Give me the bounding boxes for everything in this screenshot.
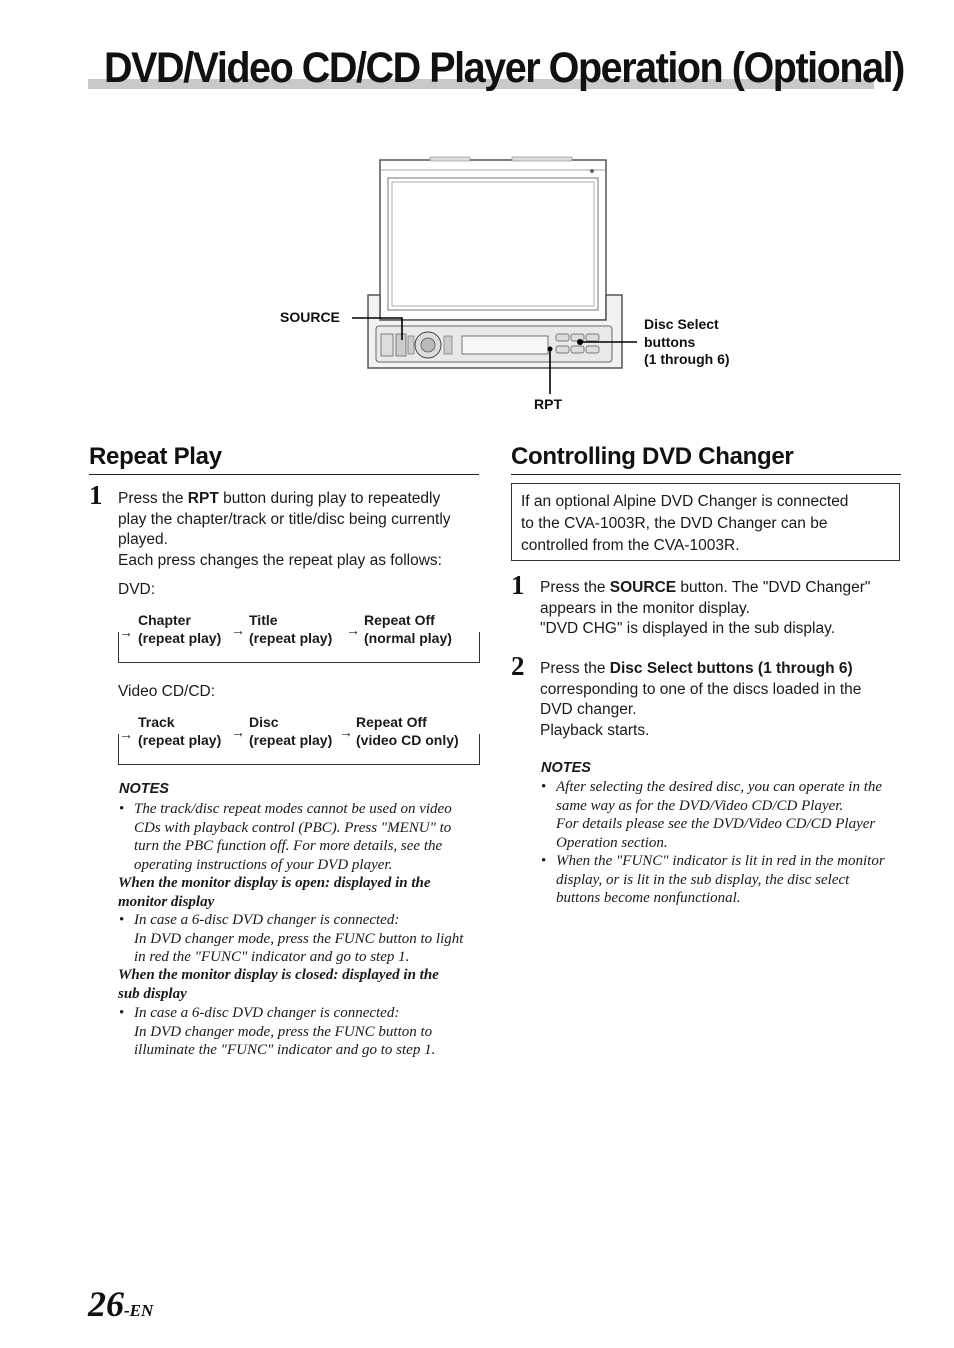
changer-step-1-number: 1 — [511, 570, 525, 600]
changer-step-2-number: 2 — [511, 651, 525, 681]
arrow-icon: → — [231, 724, 245, 740]
changer-step-2-text: Press the Disc Select buttons (1 through 6) corresponding to one of the discs loaded in the DVD changer. Playback starts. — [540, 660, 862, 739]
bullet-icon: • — [119, 801, 125, 817]
changer-step-1-text: Press the SOURCE button. The "DVD Changer" appears in the monitor display. "DVD CHG" is displayed in the sub display. — [540, 579, 871, 637]
bullet-icon: • — [541, 779, 547, 795]
changer-note-2: • When the "FUNC" indicator is lit in red in the monitor display, or is lit in the sub display, the disc select buttons become nonfunctional. — [541, 853, 885, 906]
page-number: 26-EN — [88, 1284, 154, 1324]
bullet-icon: • — [119, 1005, 125, 1021]
rpt-callout-label: RPT — [534, 396, 562, 412]
vcd-flow-repeat-off: Repeat Off (video CD only) — [356, 714, 459, 748]
arrow-icon: → — [346, 622, 360, 638]
repeat-note-3: • In case a 6-disc DVD changer is connected: In DVD changer mode, press the FUNC button to illuminate the "FUNC" indicator and go to step 1. — [119, 1005, 436, 1058]
changer-notes-heading: NOTES — [541, 760, 591, 776]
repeat-play-rule — [89, 474, 479, 475]
monitor-closed-subheading: When the monitor display is closed: displayed in the sub display — [118, 967, 439, 1002]
arrow-icon: → — [119, 726, 133, 742]
vcd-flow-disc: Disc (repeat play) — [249, 714, 333, 748]
dvd-flow-repeat-off: Repeat Off (normal play) — [364, 612, 452, 646]
source-callout-label: SOURCE — [280, 309, 340, 325]
repeat-step-1-number: 1 — [89, 480, 103, 510]
repeat-play-heading: Repeat Play — [89, 443, 222, 470]
arrow-icon: → — [119, 624, 133, 640]
dvd-changer-rule — [511, 474, 901, 475]
head-unit-illustration — [280, 150, 750, 420]
repeat-step-1-text: Press the RPT button during play to repeatedly play the chapter/track or title/disc being currently played. Each press changes the repeat play as follows: — [118, 490, 451, 569]
arrow-icon: → — [231, 622, 245, 638]
changer-note-1: • After selecting the desired disc, you can operate in the same way as for the DVD/Video CD/CD Player. For details please see the DVD/Video CD/CD Player Operation section. — [541, 779, 883, 851]
monitor-open-subheading: When the monitor display is open: displayed in the monitor display — [118, 875, 431, 910]
bullet-icon: • — [541, 853, 547, 869]
vcd-flow-track: Track (repeat play) — [138, 714, 222, 748]
dvd-flow-title: Title (repeat play) — [249, 612, 333, 646]
disc-select-callout-label: Disc Select buttons (1 through 6) — [644, 316, 730, 367]
arrow-icon: → — [339, 724, 353, 740]
dvd-changer-heading: Controlling DVD Changer — [511, 443, 794, 470]
video-cd-label: Video CD/CD: — [118, 683, 216, 700]
page-title: DVD/Video CD/CD Player Operation (Optional) — [104, 44, 904, 92]
bullet-icon: • — [119, 912, 125, 928]
dvd-changer-intro-text: If an optional Alpine DVD Changer is connected to the CVA-1003R, the DVD Changer can be controlled from the CVA-1003R. — [521, 493, 849, 554]
dvd-label: DVD: — [118, 581, 156, 598]
repeat-notes-heading: NOTES — [119, 781, 169, 797]
repeat-note-1: • The track/disc repeat modes cannot be used on video CDs with playback control (PBC). Press "MENU" to turn the PBC function off. For more details, see the operating instructions of your DVD player. — [119, 801, 452, 873]
repeat-note-2: • In case a 6-disc DVD changer is connected: In DVD changer mode, press the FUNC button to light in red the "FUNC" indicator and go to step 1. — [119, 912, 464, 965]
dvd-flow-chapter: Chapter (repeat play) — [138, 612, 222, 646]
